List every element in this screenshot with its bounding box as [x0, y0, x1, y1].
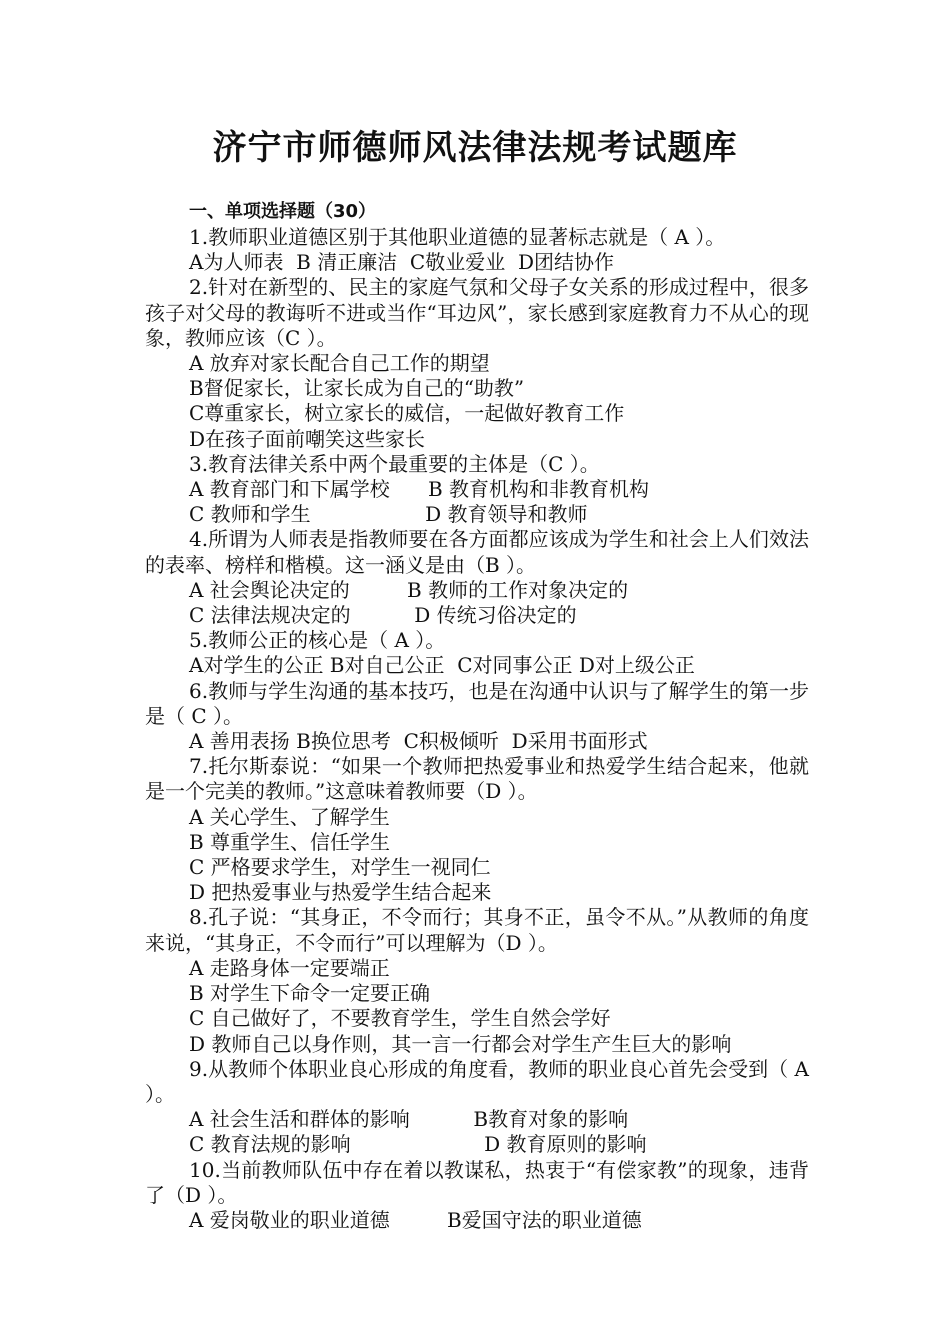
question-stem: 1.教师职业道德区别于其他职业道德的显著标志就是（ A ）。: [189, 225, 726, 249]
question-options-line: B督促家长，让家长成为自己的“助教”: [189, 376, 525, 401]
question-options-line: A 放弃对家长配合自己工作的期望: [189, 351, 490, 376]
question-stem: 5.教师公正的核心是（ A ）。: [189, 628, 446, 653]
question-options-line: D在孩子面前嘲笑这些家长: [189, 426, 426, 451]
question-stem: 2.针对在新型的、民主的家庭气氛和父母子女关系的形成过程中，很多孩子对父母的教诲听不进或当作“耳边风”，家长感到家庭教育力不从心的现象，教师应该（C ）。: [145, 275, 809, 350]
question-options-line: A 爱岗敬业的职业道德 B爱国守法的职业道德: [189, 1207, 642, 1232]
question-stem: 8.孔子说：“其身正，不令而行；其身不正，虽令不从。”从教师的角度来说，“其身正，不令而行”可以理解为（D ）。: [145, 905, 809, 955]
question-options-line: B 尊重学生、信任学生: [189, 829, 391, 854]
question-options-line: C 严格要求学生，对学生一视同仁: [189, 855, 491, 880]
question-options-line: C 法律法规决定的 D 传统习俗决定的: [189, 603, 577, 628]
question-options-line: A 教育部门和下属学校 B 教育机构和非教育机构: [189, 477, 649, 502]
question-stem: 7.托尔斯泰说：“如果一个教师把热爱事业和热爱学生结合起来，他就是一个完美的教师。”这意味着教师要（D ）。: [145, 754, 809, 804]
question-options-line: D 把热爱事业与热爱学生结合起来: [189, 880, 492, 905]
question-stem: 10.当前教师队伍中存在着以教谋私，热衷于“有偿家教”的现象，违背了（D ）。: [145, 1157, 809, 1207]
question-options-line: A为人师表 B 清正廉洁 C敬业爱业 D团结协作: [189, 250, 614, 275]
question-options-line: A 走路身体一定要端正: [189, 955, 390, 980]
question-options-line: C 自己做好了，不要教育学生，学生自然会学好: [189, 1006, 611, 1031]
question-stem: 9.从教师个体职业良心形成的角度看，教师的职业良心首先会受到（ A ）。: [145, 1056, 809, 1106]
question-list: [145, 225, 809, 1233]
question-options-line: A对学生的公正 B对自己公正 C对同事公正 D对上级公正: [189, 653, 695, 678]
question-options-line: A 社会生活和群体的影响 B教育对象的影响: [189, 1107, 629, 1132]
question-stem: 6.教师与学生沟通的基本技巧，也是在沟通中认识与了解学生的第一步是（ C ）。: [145, 678, 809, 728]
question-options-line: A 关心学生、了解学生: [189, 804, 390, 829]
question-options-line: A 社会舆论决定的 B 教师的工作对象决定的: [189, 577, 629, 602]
question-stem: 4.所谓为人师表是指教师要在各方面都应该成为学生和社会上人们效法的表率、榜样和楷模。这一涵义是由（B ）。: [145, 527, 809, 577]
question-options-line: C尊重家长，树立家长的威信，一起做好教育工作: [189, 401, 625, 426]
question-stem: 3.教育法律关系中两个最重要的主体是（C ）。: [189, 451, 600, 476]
section-heading: 一、单项选择题（30）: [189, 201, 377, 222]
page-title: 济宁市师德师风法律法规考试题库: [212, 128, 738, 168]
document-body: [145, 198, 809, 1233]
question-options-line: C 教育法规的影响 D 教育原则的影响: [189, 1132, 647, 1157]
question-options-line: A 善用表扬 B换位思考 C积极倾听 D采用书面形式: [189, 729, 648, 754]
question-options-line: B 对学生下命令一定要正确: [189, 981, 431, 1006]
question-options-line: C 教师和学生 D 教育领导和教师: [189, 502, 588, 527]
question-options-line: D 教师自己以身作则，其一言一行都会对学生产生巨大的影响: [189, 1031, 732, 1056]
